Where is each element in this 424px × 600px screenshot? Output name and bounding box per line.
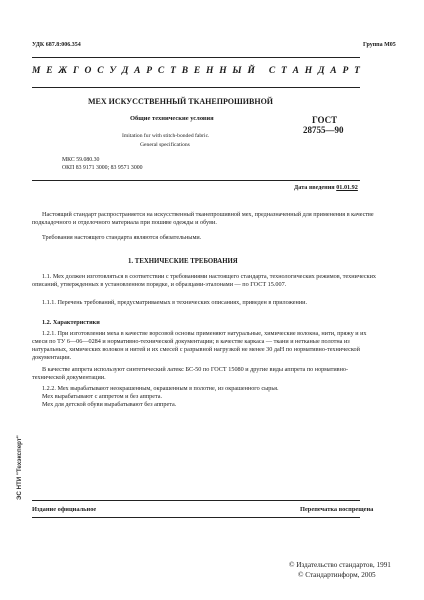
footer-rule (32, 500, 360, 501)
banner-letter: А (330, 66, 337, 76)
interstate-standard-banner (32, 66, 360, 76)
okp-code: ОКП 83 9171 3000; 83 9571 3000 (62, 164, 143, 171)
banner-letter: В (181, 66, 189, 76)
mks-code: МКС 59.080.30 (62, 157, 100, 163)
date-value: 01.01.92 (336, 184, 358, 191)
section-heading-1-2: 1.2. Характеристики (42, 319, 100, 326)
banner-letter: Е (46, 66, 53, 76)
introduction-date (294, 184, 358, 191)
banner-letter: Д (121, 66, 129, 76)
banner-letter: Р (342, 66, 349, 76)
banner-letter: Н (219, 66, 227, 76)
banner-letter: А (134, 66, 141, 76)
banner-rule (32, 87, 360, 88)
copyright-2005: © Стандартинформ, 2005 (298, 571, 376, 579)
banner-letter: Т (280, 66, 287, 76)
clause-1-1-1: 1.1.1. Перечень требований, предусматриваемых в технических описаниях, приведен в приложении. (42, 299, 307, 306)
children-footwear-paragraph: Мех для детской обуви вырабатывают без аппрета. (42, 401, 177, 408)
clause-1-2-2: 1.2.2. Мех вырабатывают неокрашенным, окрашенным в полотне, из окрашенного сырья. (42, 385, 279, 392)
banner-letter: С (157, 66, 165, 76)
reprint-prohibited-label: Перепечатка воспрещена (300, 506, 374, 513)
clause-1-2-1: 1.2.1. При изготовлении меха в качестве ворсовой основы применяют натуральные, химические волокна, нити, пряжу и их смеси по ТУ 6—06—0284 и нормативно-технической документации; в качестве каркаса — ткани и нетканые полотна из натуральных, химических волокон и нитей и их смесей с разрывной нагрузкой не менее 30 даН по нормативно-технической документации. (32, 330, 367, 362)
mandatory-paragraph: Требования настоящего стандарта являются обязательными. (42, 234, 202, 241)
gost-number: 28755—90 (303, 125, 344, 135)
banner-letter: Т (170, 66, 176, 76)
banner-letter: Д (317, 66, 325, 76)
group-code: Группа М05 (363, 42, 396, 48)
english-title-line-1: Imitation fur with stitch-bonded fabric. (122, 133, 210, 139)
banner-letter: С (97, 66, 104, 76)
date-label: Дата введения (294, 184, 335, 191)
classification-codes (62, 157, 143, 172)
scope-paragraph: Настоящий стандарт распространяется на искусственный тканепрошивной мех, предназначенный для применения в качестве подкладочного и отделочного материала при пошиве одежды и обуви. (32, 211, 374, 227)
banner-letter: Н (304, 66, 313, 76)
footer-rule-2 (32, 517, 360, 518)
banner-letter: Й (247, 66, 255, 76)
clause-1-1: 1.1. Мех должен изготовляться в соответствии с требованиями настоящего стандарта, технологических режимов, технических описаний, утвержденных в установленном порядке, и образцами-эталонами — по ГОСТ 15.007. (32, 273, 376, 289)
gost-label: ГОСТ (312, 115, 338, 125)
banner-letter: М (32, 66, 41, 76)
banner-letter: Н (206, 66, 214, 76)
header-divider (32, 180, 360, 181)
banner-letter: У (109, 66, 116, 76)
section-heading-1: 1. ТЕХНИЧЕСКИЕ ТРЕБОВАНИЯ (128, 258, 238, 265)
banner-letter: Р (146, 66, 153, 76)
copyright-1991: © Издательство стандартов, 1991 (289, 561, 391, 569)
banner-letter: О (84, 66, 92, 76)
banner-letter: А (292, 66, 299, 76)
document-title: МЕХ ИСКУССТВЕННЫЙ ТКАНЕПРОШИВНОЙ (88, 97, 274, 106)
banner-letter: Т (354, 66, 360, 76)
banner-letter: С (268, 66, 276, 76)
banner-letter: Е (193, 66, 201, 76)
banner-letter: Г (72, 66, 79, 76)
apret-paragraph: В качестве аппрета используют синтетический латекс БС-50 по ГОСТ 15080 и другие виды аппрета по нормативно-технической документации. (32, 366, 349, 382)
apret-variants-paragraph: Мех вырабатывают с аппретом и без аппрета. (42, 393, 163, 400)
side-stamp: ЭС НТИ "Техэксперт" (16, 435, 23, 500)
banner-letter: Ы (232, 66, 242, 76)
banner-letter: Ж (58, 66, 68, 76)
banner-letter (261, 66, 263, 76)
official-edition-label: Издание официальное (32, 506, 97, 513)
document-subtitle: Общие технические условия (130, 115, 214, 122)
top-rule (32, 57, 360, 58)
udc-code: УДК 687.8:006.354 (32, 42, 81, 48)
english-title-line-2: General specifications (140, 142, 190, 148)
